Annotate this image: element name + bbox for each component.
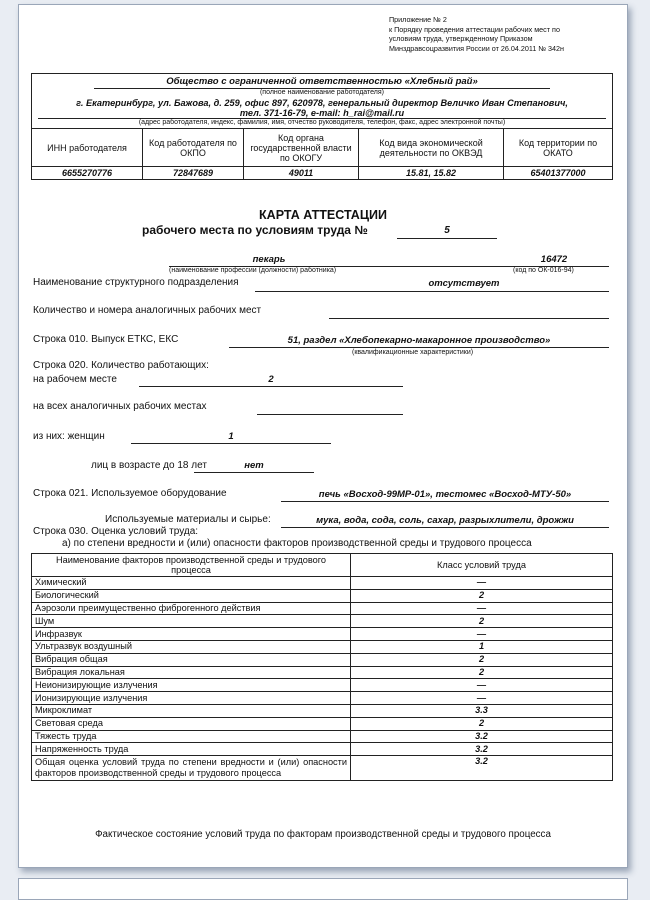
table-row xyxy=(32,640,613,653)
appendix-line: условиям труда, утвержденному Приказом xyxy=(389,34,533,43)
appendix-line: Минздравсоцразвития России от 26.04.2011 № 342н xyxy=(389,43,564,53)
etks-caption: (квалификационные характеристики) xyxy=(352,349,474,356)
card-number: 5 xyxy=(444,225,450,236)
factor-name: Вибрация общая xyxy=(32,653,351,666)
factor-name: Микроклимат xyxy=(32,704,351,717)
division-value: отсутствует xyxy=(428,278,500,289)
factor-name: Тяжесть труда xyxy=(32,730,351,743)
table-row xyxy=(32,628,613,641)
header-okpo: Код работодателя по ОКПО xyxy=(143,129,244,167)
factor-class: 3.3 xyxy=(351,704,613,717)
factors-header-name: Наименование факторов производственной среды и трудового процесса xyxy=(32,554,351,577)
under18-label: лиц в возрасте до 18 лет xyxy=(91,460,207,471)
division-label: Наименование структурного подразделения xyxy=(33,277,239,288)
workers-label: Строка 020. Количество работающих: xyxy=(33,360,209,371)
table-row xyxy=(32,615,613,628)
table-row xyxy=(32,717,613,730)
factor-class: 2 xyxy=(351,717,613,730)
factors-header-class: Класс условий труда xyxy=(351,554,613,577)
profession-code-caption: (код по ОК-016-94) xyxy=(513,267,574,274)
under18-value: нет xyxy=(244,460,264,471)
employer-name-cell xyxy=(32,74,613,129)
appendix-line: Приложение № 2 xyxy=(389,15,447,24)
factor-class: 2 xyxy=(351,666,613,679)
overall-row xyxy=(32,756,613,781)
header-okved: Код вида экономической деятельности по ОКВЭД xyxy=(359,129,504,167)
factor-class: 2 xyxy=(351,615,613,628)
at-workplace-label: на рабочем месте xyxy=(33,374,117,385)
table-row xyxy=(32,602,613,615)
etks-label: Строка 010. Выпуск ЕТКС, ЕКС xyxy=(33,334,179,345)
header-inn: ИНН работодателя xyxy=(32,129,143,167)
factor-name: Световая среда xyxy=(32,717,351,730)
factors-header-row xyxy=(32,554,613,577)
factor-name: Инфразвук xyxy=(32,628,351,641)
factor-class: — xyxy=(351,679,613,692)
factor-class: — xyxy=(351,577,613,590)
equipment-label: Строка 021. Используемое оборудование xyxy=(33,488,227,499)
factor-class: 2 xyxy=(351,589,613,602)
women-value: 1 xyxy=(228,431,234,442)
factor-class: 3.2 xyxy=(351,730,613,743)
factor-name: Ионизирующие излучения xyxy=(32,692,351,705)
factor-name: Неионизирующие излучения xyxy=(32,679,351,692)
overall-name: Общая оценка условий труда по степени вредности и (или) опасности факторов производственной среды и трудового процесса xyxy=(32,756,351,781)
value-inn: 6655270776 xyxy=(32,167,143,180)
codes-value-row xyxy=(32,167,613,180)
document-page xyxy=(18,4,628,868)
assessment-sub: а) по степени вредности и (или) опасности факторов производственной среды и трудового процесса xyxy=(62,538,532,549)
table-row xyxy=(32,679,613,692)
equipment-value: печь «Восход-99МР-01», тестомес «Восход-МТУ-50» xyxy=(318,489,572,500)
employer-address: г. Екатеринбург, ул. Бажова, д. 259, офис 897, 620978, генеральный директор Величко Иван Степанович, xyxy=(76,98,568,108)
factor-name: Биологический xyxy=(32,589,351,602)
profession-value: пекарь xyxy=(252,254,286,265)
factor-name: Ультразвук воздушный xyxy=(32,640,351,653)
overall-class: 3.2 xyxy=(351,756,613,781)
value-okpo: 72847689 xyxy=(143,167,244,180)
all-similar-label: на всех аналогичных рабочих местах xyxy=(33,401,207,412)
factor-name: Шум xyxy=(32,615,351,628)
factor-class: 1 xyxy=(351,640,613,653)
employer-address-caption: (адрес работодателя, индекс, фамилия, имя, отчество руководителя, телефон, факс, адрес электронной почты) xyxy=(138,119,506,126)
etks-value: 51, раздел «Хлебопекарно-макаронное производство» xyxy=(287,335,551,346)
factor-class: 2 xyxy=(351,653,613,666)
employer-name-caption: (полное наименование работодателя) xyxy=(259,89,385,96)
table-row xyxy=(32,666,613,679)
employer-table xyxy=(31,73,613,180)
card-subtitle: рабочего места по условиям труда № xyxy=(142,223,368,237)
value-okogu: 49011 xyxy=(244,167,359,180)
at-workplace-value: 2 xyxy=(268,374,274,385)
factor-class: 3.2 xyxy=(351,743,613,756)
header-okato: Код территории по ОКАТО xyxy=(504,129,613,167)
employer-contacts: тел. 371-16-79, e-mail: h_rai@mail.ru xyxy=(239,108,405,118)
factor-class: — xyxy=(351,628,613,641)
profession-code: 16472 xyxy=(540,254,568,265)
table-row xyxy=(32,743,613,756)
value-okato: 65401377000 xyxy=(504,167,613,180)
card-title: КАРТА АТТЕСТАЦИИ xyxy=(259,208,387,222)
table-row xyxy=(32,730,613,743)
next-page-edge xyxy=(18,878,628,900)
factor-class: — xyxy=(351,602,613,615)
factor-name: Вибрация локальная xyxy=(32,666,351,679)
table-row xyxy=(32,589,613,602)
similar-label: Количество и номера аналогичных рабочих мест xyxy=(33,305,262,316)
header-okogu: Код органа государственной власти по ОКОГУ xyxy=(244,129,359,167)
value-okved: 15.81, 15.82 xyxy=(359,167,504,180)
codes-header-row xyxy=(32,129,613,167)
table-row xyxy=(32,704,613,717)
table-row xyxy=(32,577,613,590)
appendix-note xyxy=(389,15,609,53)
table-row xyxy=(32,653,613,666)
factor-name: Напряженность труда xyxy=(32,743,351,756)
factors-table xyxy=(31,553,613,781)
appendix-line: к Порядку проведения аттестации рабочих мест по xyxy=(389,24,560,34)
materials-label: Используемые материалы и сырье: xyxy=(105,514,271,525)
factor-name: Аэрозоли преимущественно фиброгенного действия xyxy=(32,602,351,615)
factor-name: Химический xyxy=(32,577,351,590)
materials-value: мука, вода, сода, соль, сахар, разрыхлители, дрожжи xyxy=(316,515,574,526)
table-row xyxy=(32,692,613,705)
factors-body xyxy=(32,577,613,781)
actual-state-heading: Фактическое состояние условий труда по факторам производственной среды и трудового процесса xyxy=(95,829,551,840)
employer-name: Общество с ограниченной ответственностью «Хлебный рай» xyxy=(166,76,478,87)
assessment-label: Строка 030. Оценка условий труда: xyxy=(33,526,199,537)
factor-class: — xyxy=(351,692,613,705)
profession-caption: (наименование профессии (должности) работника) xyxy=(169,267,337,274)
women-label: из них: женщин xyxy=(33,431,105,442)
